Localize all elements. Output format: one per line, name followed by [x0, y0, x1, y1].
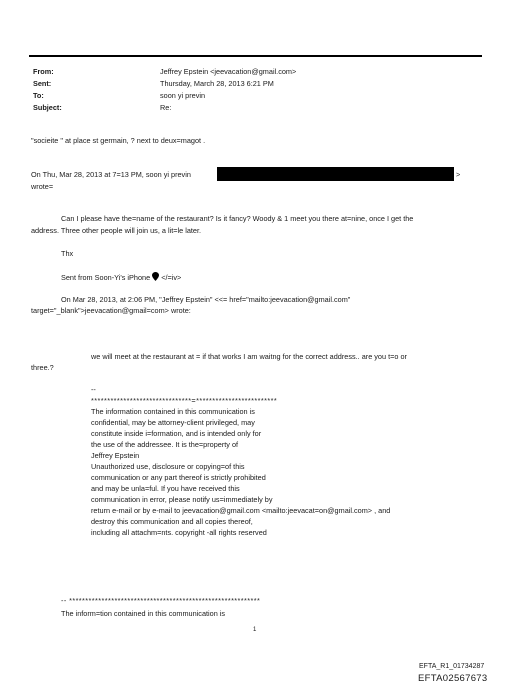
stars-divider-1: *******************************=************************* [91, 396, 278, 405]
conf-line-8: and may be unla=ful. If you have received this [91, 484, 240, 493]
conf-line-1: The information contained in this communication is [91, 407, 255, 416]
sent-value: Thursday, March 28, 2013 6:21 PM [160, 79, 274, 88]
header-rule [29, 55, 482, 57]
sent-from-text: Sent from Soon-Yi's iPhone [61, 273, 151, 282]
quote-intro-line1: On Thu, Mar 28, 2013 at 7=13 PM, soon yi previn [31, 170, 191, 179]
redaction-box [217, 167, 454, 181]
request-line1: Can I please have the=name of the restaurant? Is it fancy? Woody & 1 meet you there at=nine, once I get the [61, 214, 414, 223]
quote-intro-tail: > [456, 170, 461, 179]
conf-line-11: destroy this communication and all copies thereof, [91, 517, 253, 526]
page-number: 1 [253, 627, 257, 633]
conf-line-9: communication in error, please notify us=immediately by [91, 495, 273, 504]
efta-large-id: EFTA02567673 [418, 673, 488, 684]
meet-line1: we will meet at the restaurant at = if that works I am waitng for the correct address.. are you t=o or [91, 352, 407, 361]
sent-from-tail: </=iv> [161, 273, 182, 282]
on-date-line1: On Mar 28, 2013, at 2:06 PM, "Jeffrey Epstein" <<= href="mailto:jeevacation@gmail.com" [61, 295, 351, 304]
sent-from-line [61, 272, 181, 283]
meet-line2: three.? [31, 363, 54, 372]
request-line2: address. Three other people will join us, a lit=le later. [31, 226, 202, 235]
conf-line-4: the use of the addressee. It is the=property of [91, 440, 239, 449]
conf-line-3: constitute inside i=formation, and is intended only for [91, 429, 262, 438]
conf-line-10: return e-mail or by e-mail to jeevacation@gmail.com <mailto:jeevacat=on@gmail.com> , and [91, 506, 391, 515]
sent-label: Sent: [33, 79, 52, 88]
on-date-line2: target="_blank">jeevacation@gmail=com> wrote: [31, 306, 191, 315]
subject-label: Subject: [33, 103, 62, 112]
conf-line-6: Unauthorized use, disclosure or copying=of this [91, 462, 245, 471]
quote-intro-line2: wrote= [31, 182, 54, 191]
signature-dashes: -- [91, 385, 96, 394]
reply-line: "socieite " at place st germain, ? next to deux=magot . [31, 136, 206, 145]
stars-divider-2: -- *********************************************************** [61, 596, 261, 605]
conf-line-2: confidential, may be attorney-client privileged, may [91, 418, 255, 427]
pin-icon [152, 272, 159, 283]
efta-small-id: EFTA_R1_01734287 [419, 663, 485, 670]
subject-value: Re: [160, 103, 172, 112]
conf-line-5: Jeffrey Epstein [91, 451, 140, 460]
to-value: soon yi previn [160, 91, 206, 100]
from-label: From: [33, 67, 54, 76]
conf-line-12: including all attachm=nts. copyright -all rights reserved [91, 528, 267, 537]
thx-line: Thx [61, 249, 74, 258]
conf-line-7: communication or any part thereof is strictly prohibited [91, 473, 266, 482]
inform-line: The inform=tion contained in this communication is [61, 609, 226, 618]
from-value: Jeffrey Epstein <jeevacation@gmail.com> [160, 67, 297, 76]
to-label: To: [33, 91, 44, 100]
